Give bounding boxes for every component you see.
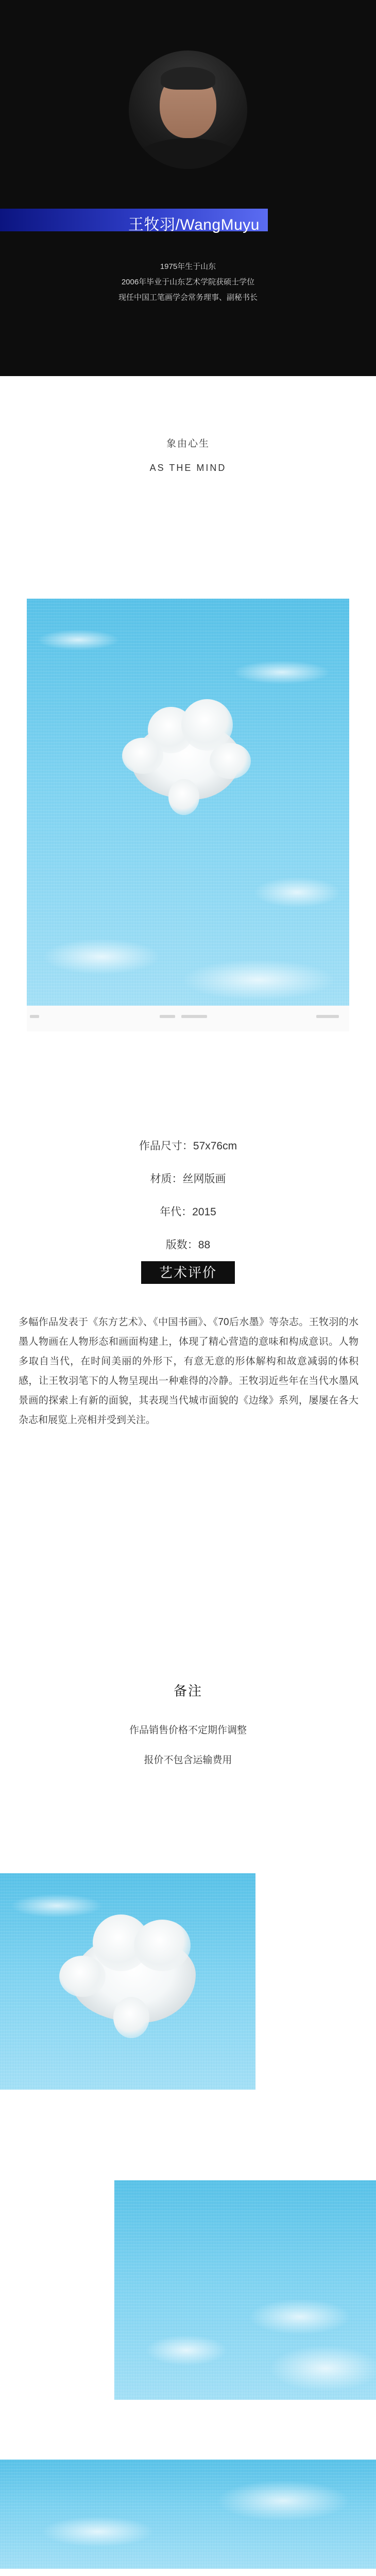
cloud-wisp (145, 2335, 228, 2366)
cloud-puff (122, 738, 163, 774)
artist-avatar (129, 50, 247, 169)
bio-line: 现任中国工笔画学会常务理事、副秘书长 (118, 293, 258, 302)
cloud-wisp (248, 2299, 351, 2335)
avatar-hair (161, 67, 215, 90)
detail-crop-sky (114, 2180, 376, 2400)
artwork-title-cn: 象由心生 (166, 438, 210, 449)
cloud-puff (134, 1920, 191, 1971)
bio-line: 2006年毕业于山东艺术学院获硕士学位 (121, 278, 255, 286)
cloud-wisp (233, 660, 331, 684)
detail-crop-strip (0, 2460, 376, 2569)
notes-list (0, 1725, 376, 1785)
cloud-wisp (253, 877, 341, 908)
cloud-puff (59, 1956, 106, 1997)
cloud-puff (168, 779, 199, 815)
avatar-shoulders (134, 138, 242, 169)
review-heading: 艺术评价 (141, 1261, 235, 1284)
notes-heading: 备注 (173, 1683, 202, 1699)
cloud-shape (72, 1935, 196, 2023)
edition-mark (316, 1015, 339, 1018)
note-item: 报价不包含运输费用 (144, 1755, 232, 1766)
cloud-wisp (181, 959, 336, 1001)
artist-header (0, 0, 376, 376)
cloud-wisp (41, 2516, 155, 2547)
artwork-title-en: AS THE MIND (149, 463, 227, 473)
artwork-specs (0, 1141, 376, 1273)
edition-mark (181, 1015, 207, 1018)
edition-mark (160, 1015, 175, 1018)
cloud-wisp (10, 1894, 103, 1918)
spec-edition: 版数：88 (165, 1239, 211, 1251)
artwork-sky (27, 599, 349, 1006)
artist-bio (0, 259, 376, 306)
cloud-wisp (216, 2480, 350, 2521)
spec-size: 作品尺寸：57x76cm (139, 1140, 237, 1152)
artist-name: 王牧羽/WangMuyu (128, 216, 260, 233)
cloud-wisp (37, 630, 119, 650)
cloud-wisp (42, 939, 161, 975)
artwork-image (27, 599, 349, 1031)
cloud-shape (132, 722, 241, 800)
cloud-wisp (269, 2345, 376, 2392)
spec-year: 年代：2015 (160, 1206, 216, 1218)
note-item: 作品销售价格不定期作调整 (129, 1725, 247, 1736)
artist-name-bar (0, 209, 268, 231)
review-text: 多幅作品发表于《东方艺术》、《中国书画》、《70后水墨》等杂志。王牧羽的水墨人物画在人物形态和画面构建上，体现了精心营造的意味和构成意识。人物多取自当代，在时间美丽的外形下，有意无意的形体解构和故意减弱的体积感，让王牧羽笔下的人物呈现出一种难得的冷静。王牧羽近些年在当代水墨风景画的探索上有新的面貌，其表现当代城市面貌的《边缘》系列，屡屡在各大杂志和展览上亮相并受到关注。 (19, 1317, 358, 1426)
spec-material: 材质：丝网版画 (150, 1173, 226, 1185)
cloud-puff (210, 743, 251, 779)
detail-crop-cloud (0, 1873, 255, 2090)
edition-mark (30, 1015, 39, 1018)
cloud-puff (113, 1997, 149, 2038)
artwork-edition-marks (27, 1015, 349, 1021)
bio-line: 1975年生于山东 (160, 262, 216, 271)
